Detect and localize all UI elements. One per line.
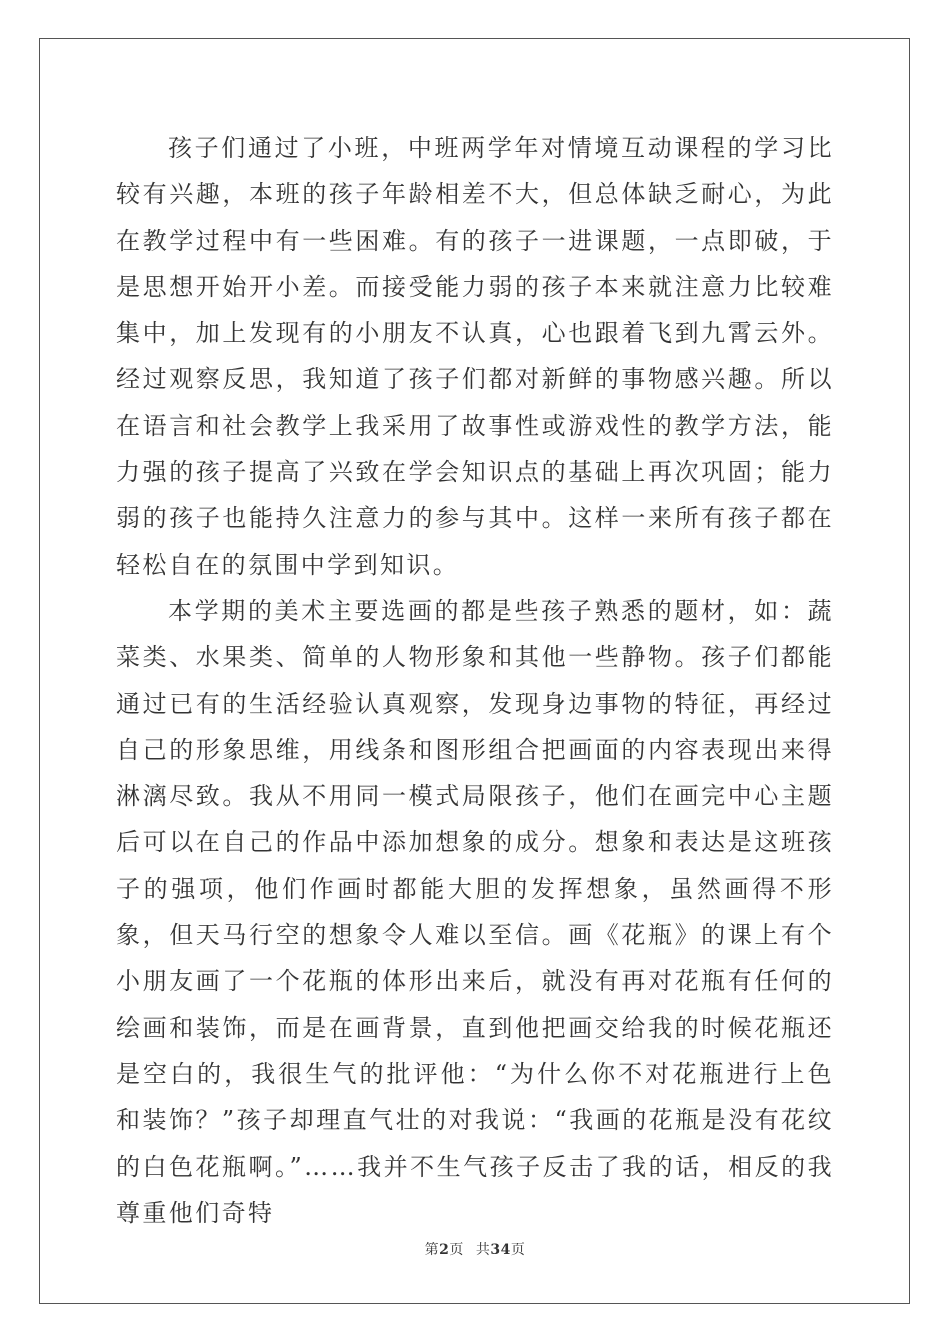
- document-body: [116, 125, 834, 1236]
- page-number: 2: [439, 1242, 450, 1258]
- page-prefix: 第: [424, 1242, 440, 1258]
- total-suffix: 页: [510, 1242, 526, 1258]
- total-pages: 34: [490, 1242, 511, 1258]
- page-footer: [0, 1239, 950, 1259]
- paragraph-1: 孩子们通过了小班，中班两学年对情境互动课程的学习比较有兴趣，本班的孩子年龄相差不大，但总体缺乏耐心，为此在教学过程中有一些困难。有的孩子一进课题，一点即破，于是思想开始开小差。而接受能力弱的孩子本来就注意力比较难集中，加上发现有的小朋友不认真，心也跟着飞到九霄云外。经过观察反思，我知道了孩子们都对新鲜的事物感兴趣。所以在语言和社会教学上我采用了故事性或游戏性的教学方法，能力强的孩子提高了兴致在学会知识点的基础上再次巩固；能力弱的孩子也能持久注意力的参与其中。这样一来所有孩子都在轻松自在的氛围中学到知识。: [116, 134, 834, 579]
- total-prefix: 共: [475, 1242, 491, 1258]
- paragraph-2: 本学期的美术主要选画的都是些孩子熟悉的题材，如：蔬菜类、水果类、简单的人物形象和其他一些静物。孩子们都能通过已有的生活经验认真观察，发现身边事物的特征，再经过自己的形象思维，用线条和图形组合把画面的内容表现出来得淋漓尽致。我从不用同一模式局限孩子，他们在画完中心主题后可以在自己的作品中添加想象的成分。想象和表达是这班孩子的强项，他们作画时都能大胆的发挥想象，虽然画得不形象，但天马行空的想象令人难以至信。画《花瓶》的课上有个小朋友画了一个花瓶的体形出来后，就没有再对花瓶有任何的绘画和装饰，而是在画背景，直到他把画交给我的时候花瓶还是空白的，我很生气的批评他：“为什么你不对花瓶进行上色和装饰？”孩子却理直气壮的对我说：“我画的花瓶是没有花纹的白色花瓶啊。”……我并不生气孩子反击了我的话，相反的我尊重他们奇特: [116, 596, 834, 1227]
- page-suffix: 页: [449, 1242, 464, 1258]
